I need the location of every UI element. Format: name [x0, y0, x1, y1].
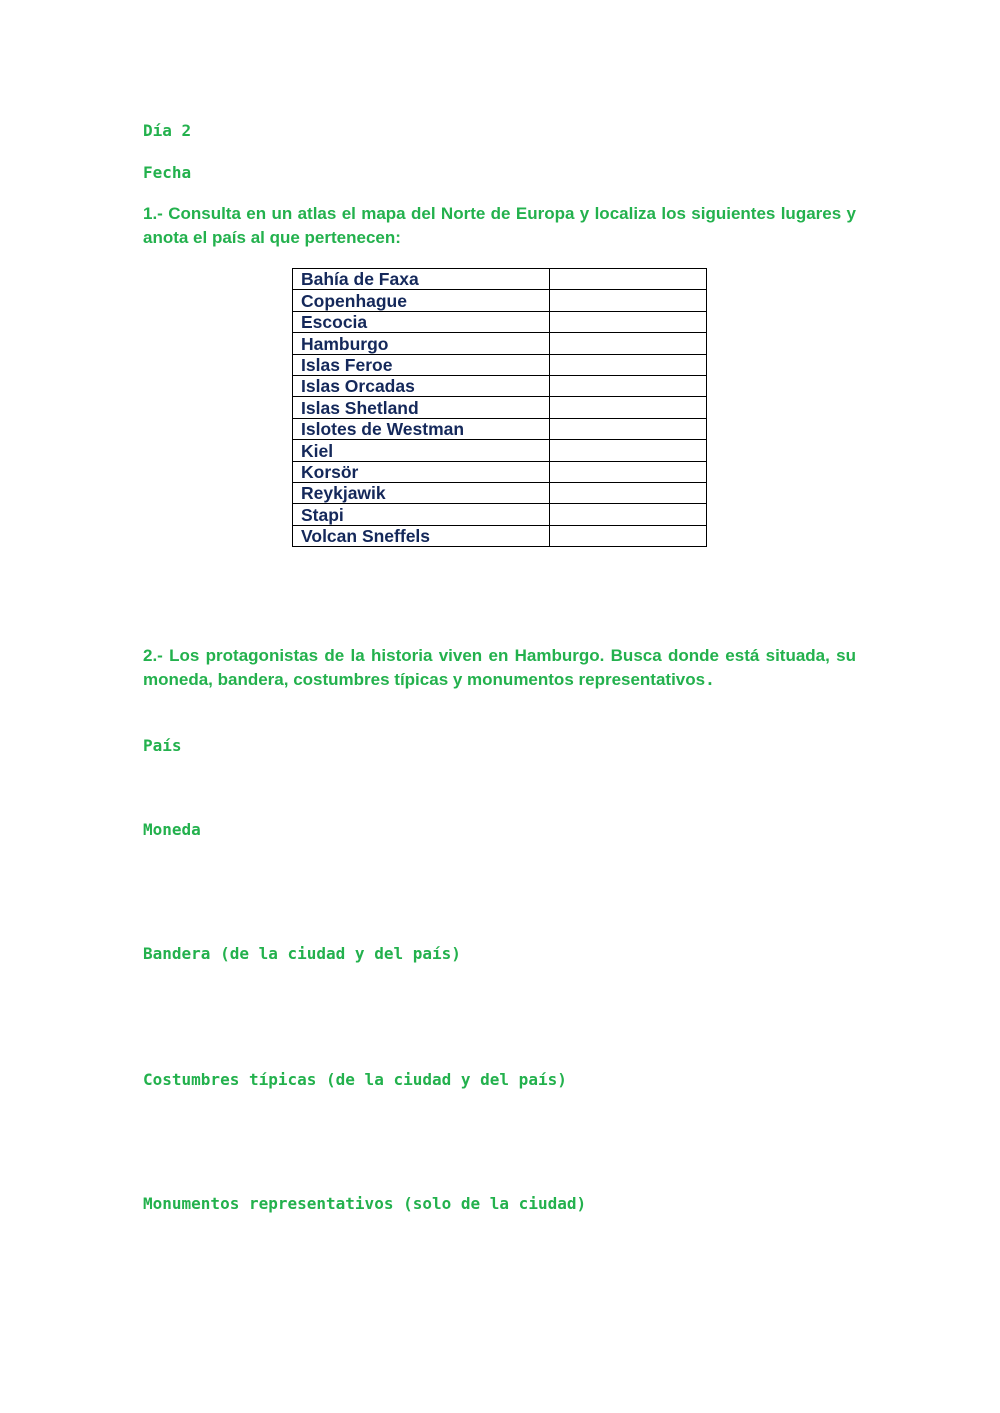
place-name-cell: Copenhague	[293, 290, 550, 311]
field-flag-label: Bandera (de la ciudad y del país)	[143, 944, 461, 963]
place-name-cell: Stapi	[293, 504, 550, 525]
exercise-1-instruction: 1.- Consulta en un atlas el mapa del Norte de Europa y localiza los siguientes lugares y anota el país al que pertenecen:	[143, 204, 856, 247]
table-row	[293, 311, 707, 332]
table-row	[293, 525, 707, 546]
field-customs-label: Costumbres típicas (de la ciudad y del país)	[143, 1070, 567, 1089]
country-answer-cell[interactable]	[550, 290, 707, 311]
country-answer-cell[interactable]	[550, 504, 707, 525]
table-row	[293, 375, 707, 396]
table-row	[293, 333, 707, 354]
country-answer-cell[interactable]	[550, 418, 707, 439]
table-row	[293, 461, 707, 482]
table-row	[293, 482, 707, 503]
exercise-2-instruction	[143, 644, 856, 692]
place-name-cell: Kiel	[293, 440, 550, 461]
country-answer-cell[interactable]	[550, 461, 707, 482]
table-row	[293, 354, 707, 375]
place-name-cell: Hamburgo	[293, 333, 550, 354]
place-name-cell: Reykjawik	[293, 482, 550, 503]
country-answer-cell[interactable]	[550, 311, 707, 332]
country-answer-cell[interactable]	[550, 397, 707, 418]
place-name-cell: Korsör	[293, 461, 550, 482]
country-answer-cell[interactable]	[550, 375, 707, 396]
table-row	[293, 504, 707, 525]
table-row	[293, 397, 707, 418]
country-answer-cell[interactable]	[550, 354, 707, 375]
country-answer-cell[interactable]	[550, 269, 707, 290]
place-name-cell: Islas Shetland	[293, 397, 550, 418]
field-monuments-label: Monumentos representativos (solo de la ciudad)	[143, 1194, 587, 1213]
place-name-cell: Bahía de Faxa	[293, 269, 550, 290]
table-row	[293, 418, 707, 439]
place-name-cell: Volcan Sneffels	[293, 525, 550, 546]
country-answer-cell[interactable]	[550, 525, 707, 546]
field-currency-label: Moneda	[143, 820, 201, 839]
country-answer-cell[interactable]	[550, 440, 707, 461]
place-name-cell: Islas Feroe	[293, 354, 550, 375]
day-label: Día 2	[143, 121, 192, 140]
exercise-2-text: 2.- Los protagonistas de la historia viven en Hamburgo. Busca donde está situada, su moneda, bandera, costumbres típicas y monumentos representativos	[143, 646, 856, 689]
table-row	[293, 269, 707, 290]
places-table	[292, 268, 707, 547]
table-row	[293, 440, 707, 461]
exercise-2-period: .	[705, 670, 715, 689]
place-name-cell: Islotes de Westman	[293, 418, 550, 439]
field-country-label: País	[143, 736, 182, 755]
table-row	[293, 290, 707, 311]
date-label: Fecha	[143, 163, 192, 182]
place-name-cell: Islas Orcadas	[293, 375, 550, 396]
country-answer-cell[interactable]	[550, 482, 707, 503]
country-answer-cell[interactable]	[550, 333, 707, 354]
place-name-cell: Escocia	[293, 311, 550, 332]
